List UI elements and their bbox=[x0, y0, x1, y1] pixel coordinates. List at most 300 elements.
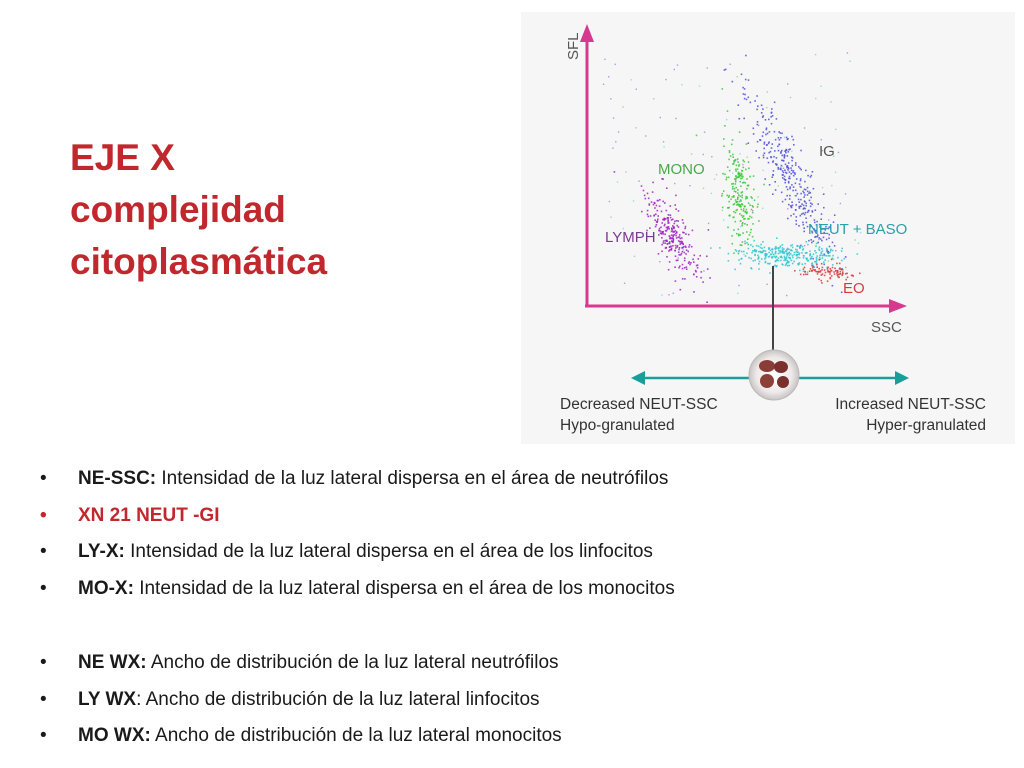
neut-dot bbox=[766, 254, 768, 256]
ig-dot bbox=[789, 186, 791, 188]
noise-dot bbox=[835, 129, 836, 130]
neut-dot bbox=[807, 271, 809, 273]
neut-dot bbox=[787, 260, 789, 262]
lymph-dot bbox=[657, 219, 659, 221]
neut-dot bbox=[781, 257, 783, 259]
ig-dot bbox=[791, 136, 793, 138]
mono-dot bbox=[736, 177, 738, 179]
ig-dot bbox=[762, 115, 764, 117]
ig-dot bbox=[796, 178, 798, 180]
eo-dot bbox=[829, 273, 831, 275]
noise-dot bbox=[624, 283, 625, 284]
lymph-dot bbox=[685, 226, 687, 228]
neut-dot bbox=[820, 255, 822, 257]
neut-dot bbox=[776, 237, 778, 239]
mono-dot bbox=[741, 225, 743, 227]
ig-dot bbox=[778, 131, 780, 133]
neut-dot bbox=[745, 255, 747, 257]
ig-dot bbox=[810, 239, 812, 241]
ig-dot bbox=[791, 170, 793, 172]
ig-dot bbox=[781, 133, 783, 135]
lymph-dot bbox=[648, 198, 650, 200]
ig-dot bbox=[763, 132, 765, 134]
neut-dot bbox=[798, 254, 800, 256]
ig-dot bbox=[768, 141, 770, 143]
mono-dot bbox=[742, 160, 744, 162]
ig-dot bbox=[782, 174, 784, 176]
lymph-dot bbox=[672, 229, 674, 231]
ig-dot bbox=[761, 112, 763, 114]
mono-dot bbox=[748, 161, 750, 163]
ig-dot bbox=[803, 224, 805, 226]
neut-dot bbox=[787, 265, 789, 267]
neut-dot bbox=[728, 253, 730, 255]
lymph-dot bbox=[671, 234, 673, 236]
neut-dot bbox=[778, 248, 780, 250]
neut-dot bbox=[798, 264, 800, 266]
noise-dot bbox=[737, 76, 738, 77]
lymph-dot bbox=[681, 237, 683, 239]
lymph-dot bbox=[694, 255, 696, 257]
mono-dot bbox=[732, 156, 734, 158]
eo-dot bbox=[818, 271, 820, 273]
noise-dot bbox=[638, 180, 639, 181]
ig-dot bbox=[807, 191, 809, 193]
lymph-dot bbox=[684, 278, 686, 280]
noise-dot bbox=[703, 270, 704, 271]
ig-dot bbox=[782, 170, 784, 172]
neut-dot bbox=[780, 260, 782, 262]
neut-dot bbox=[803, 270, 805, 272]
lymph-dot bbox=[709, 277, 711, 279]
ig-dot bbox=[845, 256, 847, 258]
lymph-dot bbox=[679, 266, 681, 268]
ig-dot bbox=[739, 118, 741, 120]
ig-dot bbox=[794, 173, 796, 175]
mono-dot bbox=[729, 170, 731, 172]
lymph-dot bbox=[675, 233, 677, 235]
mono-dot bbox=[728, 201, 730, 203]
mono-dot bbox=[736, 165, 738, 167]
lymph-dot bbox=[676, 220, 678, 222]
lymph-dot bbox=[691, 246, 693, 248]
lymph-dot bbox=[669, 246, 671, 248]
bullet-term: MO WX: bbox=[78, 725, 151, 746]
neut-dot bbox=[738, 259, 740, 261]
ig-dot bbox=[788, 204, 790, 206]
ig-dot bbox=[795, 209, 797, 211]
ig-dot bbox=[748, 79, 750, 81]
noise-dot bbox=[663, 146, 664, 147]
noise-dot bbox=[645, 135, 646, 136]
noise-dot bbox=[668, 214, 669, 215]
mono-dot bbox=[741, 215, 743, 217]
lymph-dot bbox=[681, 241, 683, 243]
ig-dot bbox=[790, 173, 792, 175]
lymph-dot bbox=[675, 208, 677, 210]
lymph-dot bbox=[680, 289, 682, 291]
x-axis-arrowhead bbox=[889, 299, 907, 313]
ig-dot bbox=[817, 242, 819, 244]
neut-dot bbox=[822, 255, 824, 257]
mono-dot bbox=[742, 216, 744, 218]
ig-dot bbox=[804, 194, 806, 196]
mono-dot bbox=[741, 203, 743, 205]
lymph-dot bbox=[678, 210, 680, 212]
neut-dot bbox=[782, 244, 784, 246]
lymph-dot bbox=[683, 222, 685, 224]
neut-dot bbox=[797, 257, 799, 259]
noise-dot bbox=[822, 187, 823, 188]
slide-title bbox=[70, 132, 430, 288]
bullet-dot: • bbox=[40, 577, 47, 599]
ig-dot bbox=[834, 214, 836, 216]
neut-dot bbox=[743, 251, 745, 253]
ig-dot bbox=[795, 164, 797, 166]
lymph-dot bbox=[695, 271, 697, 273]
noise-dot bbox=[703, 188, 704, 189]
ig-dot bbox=[792, 165, 794, 167]
ig-dot bbox=[775, 189, 777, 191]
ig-dot bbox=[750, 102, 752, 104]
noise-dot bbox=[743, 254, 744, 255]
mono-dot bbox=[722, 173, 724, 175]
neut-dot bbox=[826, 255, 828, 257]
noise-dot bbox=[818, 239, 819, 240]
ig-dot bbox=[768, 152, 770, 154]
ig-dot bbox=[788, 181, 790, 183]
noise-dot bbox=[739, 153, 740, 154]
neut-dot bbox=[785, 251, 787, 253]
mono-dot bbox=[729, 150, 731, 152]
mono-dot bbox=[752, 212, 754, 214]
noise-dot bbox=[804, 245, 805, 246]
eo-dot bbox=[836, 263, 838, 265]
bullet-dot: • bbox=[40, 725, 47, 746]
ig-dot bbox=[744, 94, 746, 96]
neut-dot bbox=[753, 240, 755, 242]
lymph-dot bbox=[672, 225, 674, 227]
neut-dot bbox=[802, 246, 804, 248]
mono-dot bbox=[758, 220, 760, 222]
mono-dot bbox=[737, 198, 739, 200]
bullet-dot: • bbox=[40, 652, 47, 673]
eo-dot bbox=[852, 275, 854, 277]
eo-dot bbox=[841, 269, 843, 271]
ig-dot bbox=[764, 143, 766, 145]
lymph-dot bbox=[700, 277, 702, 279]
noise-dot bbox=[704, 132, 705, 133]
neut-dot bbox=[741, 251, 743, 253]
mono-dot bbox=[754, 200, 756, 202]
ig-dot bbox=[773, 170, 775, 172]
noise-dot bbox=[799, 186, 800, 187]
ig-dot bbox=[768, 119, 770, 121]
ig-dot bbox=[757, 124, 759, 126]
ig-dot bbox=[826, 239, 828, 241]
label-lymph: LYMPH bbox=[605, 229, 656, 246]
lymph-dot bbox=[675, 280, 677, 282]
neut-dot bbox=[788, 248, 790, 250]
neut-dot bbox=[830, 249, 832, 251]
ig-dot bbox=[810, 192, 812, 194]
neut-dot bbox=[806, 258, 808, 260]
lymph-dot bbox=[672, 219, 674, 221]
ig-dot bbox=[805, 170, 807, 172]
mono-dot bbox=[732, 154, 734, 156]
noise-dot bbox=[681, 84, 682, 85]
mono-dot bbox=[740, 199, 742, 201]
neut-dot bbox=[791, 244, 793, 246]
ig-dot bbox=[793, 175, 795, 177]
ig-dot bbox=[799, 168, 801, 170]
eo-dot bbox=[816, 264, 818, 266]
lymph-dot bbox=[693, 291, 695, 293]
neut-dot bbox=[787, 248, 789, 250]
neut-dot bbox=[824, 255, 826, 257]
lymph-dot bbox=[706, 301, 708, 303]
ig-dot bbox=[801, 203, 803, 205]
neut-dot bbox=[814, 250, 816, 252]
mono-dot bbox=[735, 181, 737, 183]
ig-dot bbox=[792, 205, 794, 207]
lymph-dot bbox=[690, 262, 692, 264]
mono-dot bbox=[735, 176, 737, 178]
right-caption-line-1: Increased NEUT-SSC bbox=[835, 396, 986, 413]
neut-dot bbox=[760, 247, 762, 249]
ig-dot bbox=[791, 160, 793, 162]
ig-dot bbox=[774, 131, 776, 133]
mono-dot bbox=[737, 161, 739, 163]
noise-dot bbox=[762, 208, 763, 209]
lymph-dot bbox=[664, 202, 666, 204]
ig-dot bbox=[743, 93, 745, 95]
noise-dot bbox=[791, 150, 792, 151]
eo-dot bbox=[803, 274, 805, 276]
neut-dot bbox=[782, 247, 784, 249]
neut-dot bbox=[819, 246, 821, 248]
mono-dot bbox=[741, 197, 743, 199]
noise-dot bbox=[691, 153, 692, 154]
ig-dot bbox=[775, 139, 777, 141]
ig-dot bbox=[789, 178, 791, 180]
neut-dot bbox=[769, 247, 771, 249]
noise-dot bbox=[613, 117, 614, 118]
noise-dot bbox=[665, 79, 666, 80]
ig-dot bbox=[764, 152, 766, 154]
eo-dot bbox=[837, 276, 839, 278]
neut-dot bbox=[761, 252, 763, 254]
mono-dot bbox=[722, 207, 724, 209]
eo-dot bbox=[824, 269, 826, 271]
mono-dot bbox=[735, 221, 737, 223]
bullet-dot: • bbox=[40, 541, 47, 562]
eo-dot bbox=[814, 269, 816, 271]
mono-dot bbox=[748, 244, 750, 246]
ig-dot bbox=[762, 108, 764, 110]
mono-dot bbox=[738, 234, 740, 236]
neut-dot bbox=[783, 248, 785, 250]
ig-dot bbox=[769, 184, 771, 186]
ig-dot bbox=[810, 197, 812, 199]
neut-dot bbox=[780, 245, 782, 247]
lymph-dot bbox=[667, 243, 669, 245]
eo-dot bbox=[794, 270, 796, 272]
ig-dot bbox=[745, 55, 747, 57]
lymph-dot bbox=[667, 226, 669, 228]
mono-dot bbox=[738, 174, 740, 176]
ig-dot bbox=[776, 118, 778, 120]
noise-dot bbox=[689, 185, 690, 186]
lymph-dot bbox=[658, 234, 660, 236]
neut-dot bbox=[811, 256, 813, 258]
ig-dot bbox=[738, 104, 740, 106]
noise-dot bbox=[766, 107, 767, 108]
mono-dot bbox=[744, 223, 746, 225]
mono-dot bbox=[746, 209, 748, 211]
neut-dot bbox=[774, 256, 776, 258]
neut-dot bbox=[775, 261, 777, 263]
ig-dot bbox=[799, 201, 801, 203]
ig-dot bbox=[778, 137, 780, 139]
ig-dot bbox=[788, 162, 790, 164]
mono-dot bbox=[741, 209, 743, 211]
noise-dot bbox=[790, 97, 791, 98]
ig-dot bbox=[793, 139, 795, 141]
noise-dot bbox=[711, 156, 712, 157]
lymph-dot bbox=[685, 247, 687, 249]
eo-dot bbox=[845, 273, 847, 275]
neut-dot bbox=[780, 251, 782, 253]
ig-dot bbox=[785, 199, 787, 201]
noise-dot bbox=[835, 172, 836, 173]
ig-dot bbox=[765, 134, 767, 136]
ig-dot bbox=[784, 178, 786, 180]
noise-dot bbox=[767, 91, 768, 92]
noise-dot bbox=[830, 101, 831, 102]
ig-dot bbox=[772, 161, 774, 163]
noise-dot bbox=[617, 181, 618, 182]
bullet-term: NE-SSC: bbox=[78, 468, 157, 489]
neut-dot bbox=[780, 256, 782, 258]
ig-dot bbox=[778, 144, 780, 146]
eo-dot bbox=[839, 263, 841, 265]
lymph-dot bbox=[661, 244, 663, 246]
lymph-dot bbox=[661, 231, 663, 233]
ig-dot bbox=[798, 225, 800, 227]
ig-dot bbox=[763, 155, 765, 157]
eo-dot bbox=[807, 274, 809, 276]
neut-dot bbox=[792, 263, 794, 265]
lymph-dot bbox=[673, 238, 675, 240]
neut-dot bbox=[814, 267, 816, 269]
eo-dot bbox=[821, 274, 823, 276]
mono-dot bbox=[745, 198, 747, 200]
neut-dot bbox=[841, 260, 843, 262]
ig-dot bbox=[763, 157, 765, 159]
label-eo: EO bbox=[843, 280, 865, 297]
lymph-dot bbox=[669, 243, 671, 245]
noise-dot bbox=[758, 196, 759, 197]
neut-dot bbox=[748, 248, 750, 250]
ig-dot bbox=[753, 128, 755, 130]
noise-dot bbox=[622, 106, 623, 107]
noise-dot bbox=[840, 203, 841, 204]
neut-dot bbox=[815, 245, 817, 247]
ig-dot bbox=[762, 135, 764, 137]
lymph-dot bbox=[674, 266, 676, 268]
neut-dot bbox=[803, 248, 805, 250]
noise-dot bbox=[663, 141, 664, 142]
eo-dot bbox=[831, 275, 833, 277]
bullet-dot: • bbox=[40, 504, 47, 526]
bullet-text: Intensidad de la luz lateral dispersa en el área de los linfocitos bbox=[124, 541, 653, 562]
mono-dot bbox=[724, 125, 726, 127]
neut-dot bbox=[785, 260, 787, 262]
neut-dot bbox=[760, 244, 762, 246]
ig-dot bbox=[793, 213, 795, 215]
lymph-dot bbox=[659, 205, 661, 207]
ig-dot bbox=[800, 206, 802, 208]
lymph-dot bbox=[666, 187, 668, 189]
lymph-dot bbox=[652, 191, 654, 193]
lymph-dot bbox=[674, 250, 676, 252]
lymph-dot bbox=[688, 261, 690, 263]
mono-dot bbox=[752, 205, 754, 207]
mono-dot bbox=[741, 195, 743, 197]
ig-dot bbox=[741, 74, 743, 76]
ig-dot bbox=[809, 200, 811, 202]
neut-dot bbox=[764, 253, 766, 255]
eo-dot bbox=[827, 267, 829, 269]
neut-dot bbox=[803, 255, 805, 257]
ig-dot bbox=[754, 100, 756, 102]
ig-dot bbox=[810, 176, 812, 178]
title-line-1: EJE X bbox=[70, 137, 175, 178]
lymph-dot bbox=[685, 253, 687, 255]
lymph-dot bbox=[664, 234, 666, 236]
lymph-dot bbox=[707, 268, 709, 270]
ig-dot bbox=[826, 249, 828, 251]
ig-dot bbox=[802, 191, 804, 193]
ig-dot bbox=[804, 214, 806, 216]
lymph-dot bbox=[685, 233, 687, 235]
noise-dot bbox=[726, 119, 727, 120]
mono-dot bbox=[730, 155, 732, 157]
mono-dot bbox=[727, 227, 729, 229]
lymph-dot bbox=[683, 232, 685, 234]
neut-dot bbox=[796, 258, 798, 260]
neut-dot bbox=[792, 247, 794, 249]
eo-dot bbox=[818, 268, 820, 270]
lymph-dot bbox=[657, 210, 659, 212]
lymph-dot bbox=[688, 246, 690, 248]
ig-dot bbox=[785, 172, 787, 174]
eo-dot bbox=[825, 272, 827, 274]
lymph-dot bbox=[645, 198, 647, 200]
mono-dot bbox=[749, 176, 751, 178]
neut-dot bbox=[769, 272, 771, 274]
neut-dot bbox=[769, 263, 771, 265]
bullet-dot: • bbox=[40, 688, 47, 710]
lymph-dot bbox=[671, 231, 673, 233]
neut-dot bbox=[821, 248, 823, 250]
neut-dot bbox=[748, 257, 750, 259]
noise-dot bbox=[660, 117, 661, 118]
mono-dot bbox=[736, 187, 738, 189]
mono-dot bbox=[757, 206, 759, 208]
lymph-dot bbox=[696, 276, 698, 278]
